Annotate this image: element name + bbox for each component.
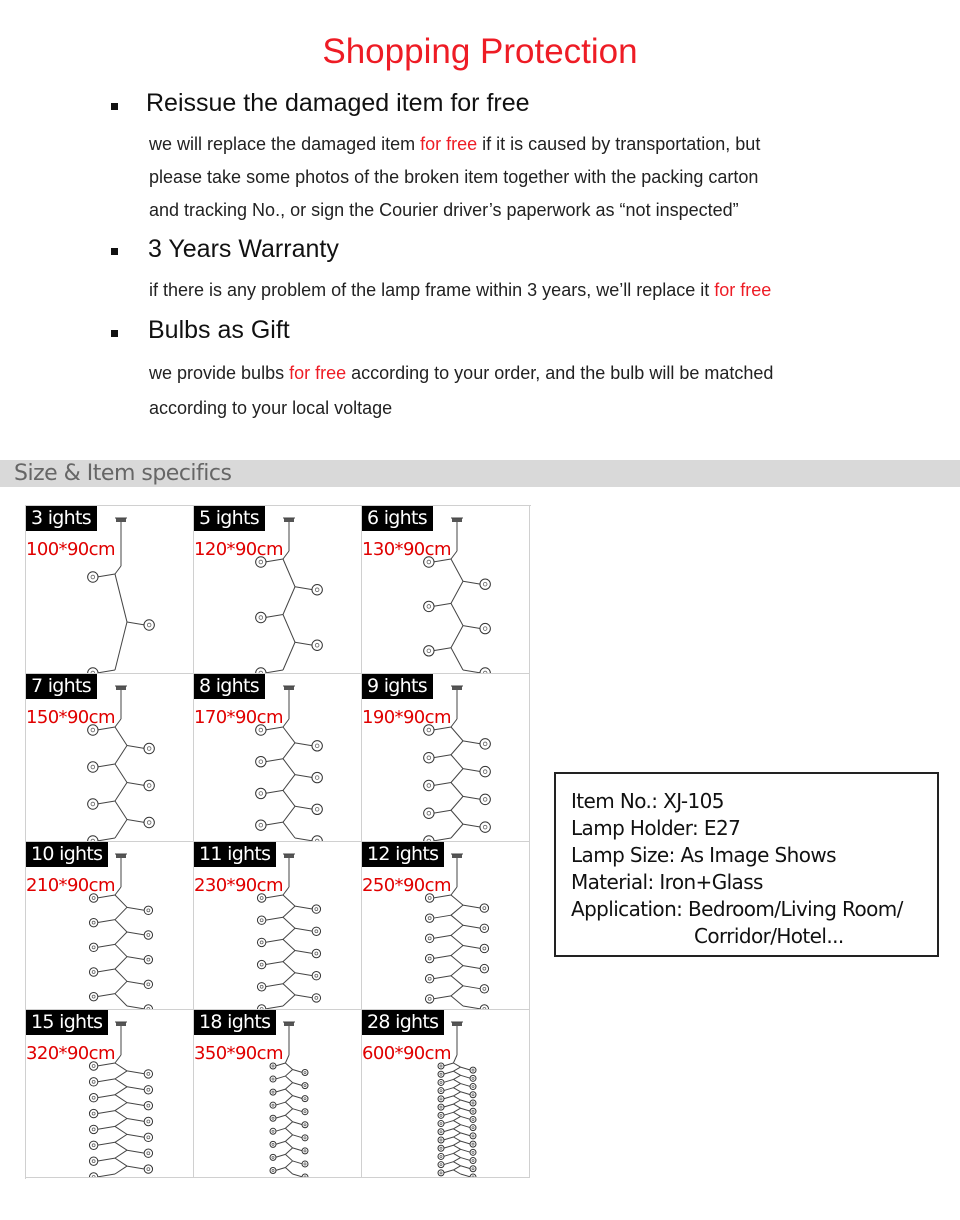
- section-text-bulbs: [149, 356, 909, 426]
- variant-lights-label: 10 ights: [26, 842, 108, 867]
- chandelier-image: [26, 842, 194, 1010]
- variant-lights-label: 7 ights: [26, 674, 97, 699]
- chandelier-image: [194, 1010, 362, 1178]
- variant-size: 230*90cm: [194, 875, 283, 896]
- variant-size: 130*90cm: [362, 539, 451, 560]
- text-line: if there is any problem of the lamp frame within 3 years, we’ll replace it for free: [149, 280, 772, 300]
- chandelier-image: [362, 674, 530, 842]
- variant-cell: [194, 842, 362, 1010]
- section-heading-reissue: Reissue the damaged item for free: [146, 89, 530, 117]
- for-free-highlight: for free: [714, 280, 772, 300]
- bullet-icon: [111, 330, 118, 337]
- variant-size: 100*90cm: [26, 539, 115, 560]
- variant-size: 170*90cm: [194, 707, 283, 728]
- variant-size: 120*90cm: [194, 539, 283, 560]
- spec-lamp-holder: Lamp Holder: E27: [571, 816, 741, 840]
- chandelier-image: [194, 842, 362, 1010]
- text-line: we will replace the damaged item for free if it is caused by transportation, but: [149, 134, 761, 154]
- text-line: please take some photos of the broken item together with the packing carton: [149, 167, 759, 187]
- variant-size: 250*90cm: [362, 875, 451, 896]
- variant-lights-label: 15 ights: [26, 1010, 108, 1035]
- text-line: and tracking No., or sign the Courier driver’s paperwork as “not inspected”: [149, 200, 739, 220]
- bullet-icon: [111, 103, 118, 110]
- section-heading-warranty: 3 Years Warranty: [148, 235, 339, 263]
- variant-cell: [362, 1010, 530, 1178]
- variant-size: 350*90cm: [194, 1043, 283, 1064]
- section-text-reissue: [149, 128, 909, 227]
- variant-size: 210*90cm: [26, 875, 115, 896]
- variant-cell: [362, 842, 530, 1010]
- variant-lights-label: 28 ights: [362, 1010, 444, 1035]
- variant-lights-label: 6 ights: [362, 506, 433, 531]
- variant-lights-label: 5 ights: [194, 506, 265, 531]
- section-heading-bulbs: Bulbs as Gift: [148, 316, 290, 344]
- chandelier-image: [194, 674, 362, 842]
- section-text-warranty: [149, 274, 909, 307]
- for-free-highlight: for free: [420, 134, 478, 154]
- chandelier-image: [26, 506, 194, 674]
- chandelier-image: [362, 506, 530, 674]
- variant-size: 150*90cm: [26, 707, 115, 728]
- variant-size: 600*90cm: [362, 1043, 451, 1064]
- chandelier-image: [26, 1010, 194, 1178]
- variant-lights-label: 12 ights: [362, 842, 444, 867]
- variant-grid: [25, 505, 531, 1179]
- text-line: we provide bulbs for free according to your order, and the bulb will be matched: [149, 363, 774, 383]
- variant-cell: [194, 674, 362, 842]
- bullet-icon: [111, 248, 118, 255]
- variant-size: 320*90cm: [26, 1043, 115, 1064]
- text-line: according to your local voltage: [149, 398, 393, 418]
- spec-section-bar: [0, 460, 960, 487]
- page-title: Shopping Protection: [322, 32, 638, 71]
- variant-cell: [362, 674, 530, 842]
- variant-cell: [26, 842, 194, 1010]
- chandelier-image: [362, 1010, 530, 1178]
- variant-cell: [26, 1010, 194, 1178]
- item-specs-box: [554, 772, 939, 957]
- variant-cell: [26, 506, 194, 674]
- spec-application: Application: Bedroom/Living Room/: [571, 897, 903, 921]
- variant-cell: [194, 506, 362, 674]
- chandelier-image: [194, 506, 362, 674]
- variant-size: 190*90cm: [362, 707, 451, 728]
- variant-lights-label: 3 ights: [26, 506, 97, 531]
- variant-cell: [194, 1010, 362, 1178]
- spec-item-no: Item No.: XJ-105: [571, 789, 724, 813]
- spec-material: Material: Iron+Glass: [571, 870, 763, 894]
- chandelier-image: [26, 674, 194, 842]
- spec-lamp-size: Lamp Size: As Image Shows: [571, 843, 836, 867]
- variant-cell: [26, 674, 194, 842]
- variant-cell: [362, 506, 530, 674]
- variant-lights-label: 18 ights: [194, 1010, 276, 1035]
- spec-section-title: Size & Item specifics: [14, 461, 232, 486]
- spec-application-cont: Corridor/Hotel...: [694, 924, 844, 948]
- variant-lights-label: 8 ights: [194, 674, 265, 699]
- chandelier-image: [362, 842, 530, 1010]
- for-free-highlight: for free: [289, 363, 347, 383]
- variant-lights-label: 9 ights: [362, 674, 433, 699]
- variant-lights-label: 11 ights: [194, 842, 276, 867]
